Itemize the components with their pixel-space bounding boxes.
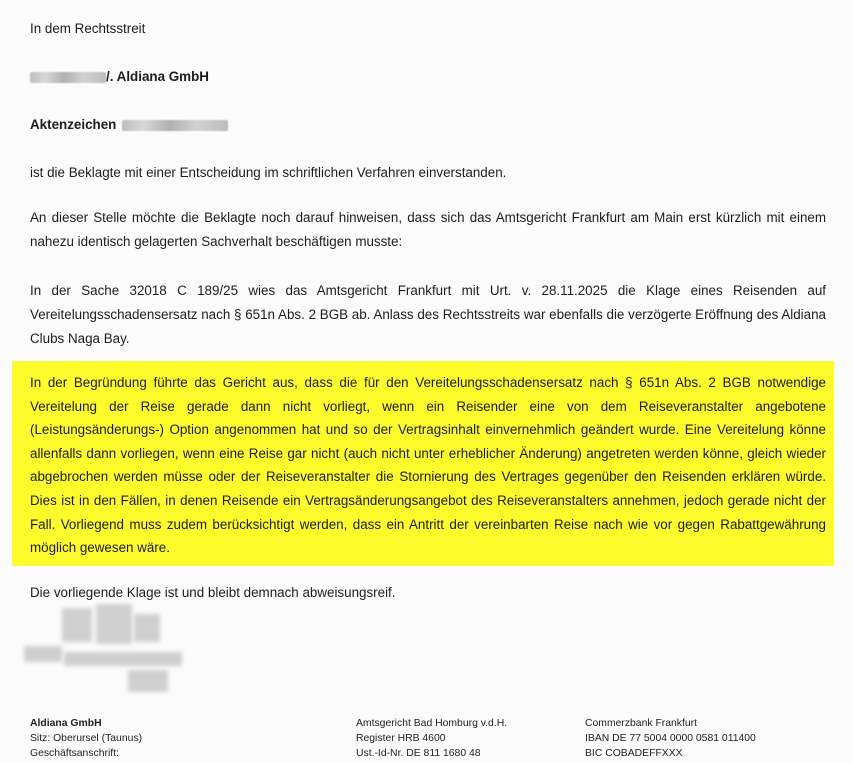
footer-vat: Ust.-Id-Nr. DE 811 1680 48 [356,748,481,759]
reference-label: Aktenzeichen [30,117,117,132]
redacted-signature [24,600,194,696]
parties-line [30,65,209,89]
footer-company-seat: Sitz: Oberursel (Taunus) [30,733,143,744]
parties-text: /. Aldiana GmbH [106,69,209,84]
redacted-plaintiff [30,72,106,83]
hint-text: An dieser Stelle möchte die Beklagte noch darauf hinweisen, dass sich das Amtsgericht Frankfurt am Main erst kürzlich mit einem nahezu identisch gelagerten Sachverhalt beschäftigen musste: [30,210,826,249]
reference-line [30,113,228,137]
redacted-reference [122,120,228,131]
case-text: In der Sache 32018 C 189/25 wies das Amtsgericht Frankfurt mit Urt. v. 28.11.2025 die Klage eines Reisenden auf Vereitelungsschadensersatz nach § 651n Abs. 2 BGB ab. Anlass des Rechtsstreits war ebenfalls die verzögerte Eröffnung des Aldiana Clubs Naga Bay. [30,283,826,346]
reasoning-paragraph [30,371,826,560]
intro-line: In dem Rechtsstreit [30,21,146,36]
conclusion-line: Die vorliegende Klage ist und bleibt demnach abweisungsreif. [30,585,396,600]
footer-iban: IBAN DE 77 5004 0000 0581 011400 [585,733,756,744]
footer-company-name: Aldiana GmbH [30,718,102,729]
footer-register [356,716,507,761]
footer-bic: BIC COBADEFFXXX [585,748,683,759]
case-paragraph [30,279,826,351]
footer-bank [585,716,756,761]
footer-company [30,716,142,761]
hint-paragraph [30,206,826,254]
footer-court: Amtsgericht Bad Homburg v.d.H. [356,718,508,729]
footer-company-address: Geschäftsanschrift: [30,748,119,759]
reasoning-text: In der Begründung führte das Gericht aus, dass die für den Vereitelungsschadensersatz nach § 651n Abs. 2 BGB notwendige Vereitelung der Reise gerade dann nicht vorliegt, wenn ein Reisender eine von dem Reiseveranstalter angebotene (Leistungsänderungs-) Option angenommen hat und so der Vertragsinhalt einvernehmlich geändert wurde. Eine Vereitelung könne allenfalls dann vorliegen, wenn eine Reise gar nicht (auch nicht unter erheblicher Änderung) angetreten werden könne, gleich wieder abgebrochen werden müsse oder der Reiseveranstalter die Stornierung des Vertrages gegenüber den Reisenden erklären würde. Dies ist in den Fällen, in denen Reisende ein Vertragsänderungsangebot des Reiseveranstalters annehmen, jedoch gerade nicht der Fall. Vorliegend muss zudem berücksichtigt werden, dass ein Antritt der vereinbarten Reise nach wie vor gegen Rabattgewährung möglich gewesen wäre. [30,375,826,556]
footer-hrb: Register HRB 4600 [356,733,446,744]
consent-line: ist die Beklagte mit einer Entscheidung im schriftlichen Verfahren einverstanden. [30,165,507,180]
footer-bank-name: Commerzbank Frankfurt [585,718,698,729]
